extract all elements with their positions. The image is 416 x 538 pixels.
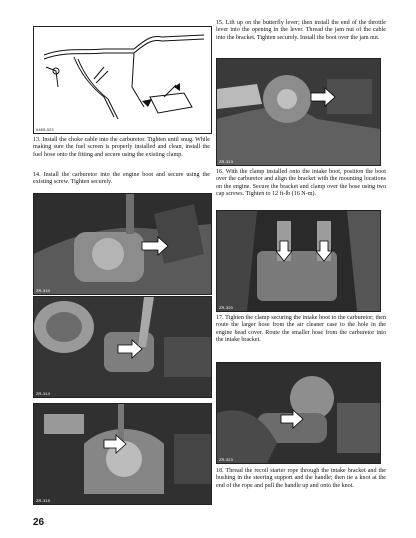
intake-boot-photo bbox=[217, 211, 380, 311]
figure-label: ZR-314 bbox=[36, 391, 50, 396]
figure-label: ZR-323 bbox=[219, 457, 233, 462]
figure-label: 0465-023 bbox=[36, 127, 54, 132]
step-17: 17. Tighten the clamp securing the intake boot to the carburetor; then route the larger hose from the air cleaner case to the hole in the engine head cover. Route the smaller hose from the carburetor into the intake bracket. bbox=[216, 315, 386, 343]
figure-clamp-photo bbox=[216, 362, 381, 464]
figure-carburetor-photo-2 bbox=[33, 296, 212, 398]
step-16: 16. With the clamp installed onto the intake boot, position the boot over the carburetor and align the bracket with the mounting locations on the engine. Secure the bracket and clamp over the hose using two cap screws. Tighten to 12 ft-lb (16 N-m). bbox=[216, 169, 386, 197]
figure-handlebar-drawing bbox=[33, 26, 212, 134]
figure-carburetor-photo-3 bbox=[33, 403, 212, 505]
handlebar-line-drawing bbox=[34, 27, 211, 133]
carburetor-photo-3 bbox=[34, 404, 211, 504]
figure-carburetor-photo-1 bbox=[33, 193, 212, 295]
page-number: 26 bbox=[33, 517, 45, 528]
step-18: 18. Thread the recoil starter rope through the intake bracket and the bushing in the steering support and the handle; then tie a knot at the end of the rope and pull the handle up and onto the knot. bbox=[216, 468, 386, 489]
step-14: 14. Install the carburetor into the engine boot and secure using the existing screw. Tighten securely. bbox=[33, 172, 210, 186]
clamp-photo bbox=[217, 363, 380, 463]
carburetor-photo-1 bbox=[34, 194, 211, 294]
figure-label: ZR-313 bbox=[219, 159, 233, 164]
figure-label: ZR-320 bbox=[219, 305, 233, 310]
carburetor-photo-2 bbox=[34, 297, 211, 397]
figure-label: ZR-310 bbox=[36, 288, 50, 293]
figure-label: ZR-315 bbox=[36, 498, 50, 503]
figure-throttle-photo bbox=[216, 58, 381, 166]
figure-intake-boot-photo bbox=[216, 210, 381, 312]
step-13: 13. Install the choke cable into the carburetor. Tighten until snug. While making sure the fuel screen is properly installed and clean, install the fuel hose onto the fitting and secure using the existing clamp. bbox=[33, 137, 210, 158]
step-15: 15. Lift up on the butterfly lever; then install the end of the throttle lever into the opening in the lever. Thread the jam nut of the cable into the bracket. Tighten securely. Install the boot over the jam nut. bbox=[216, 20, 386, 41]
throttle-photo bbox=[217, 59, 380, 165]
